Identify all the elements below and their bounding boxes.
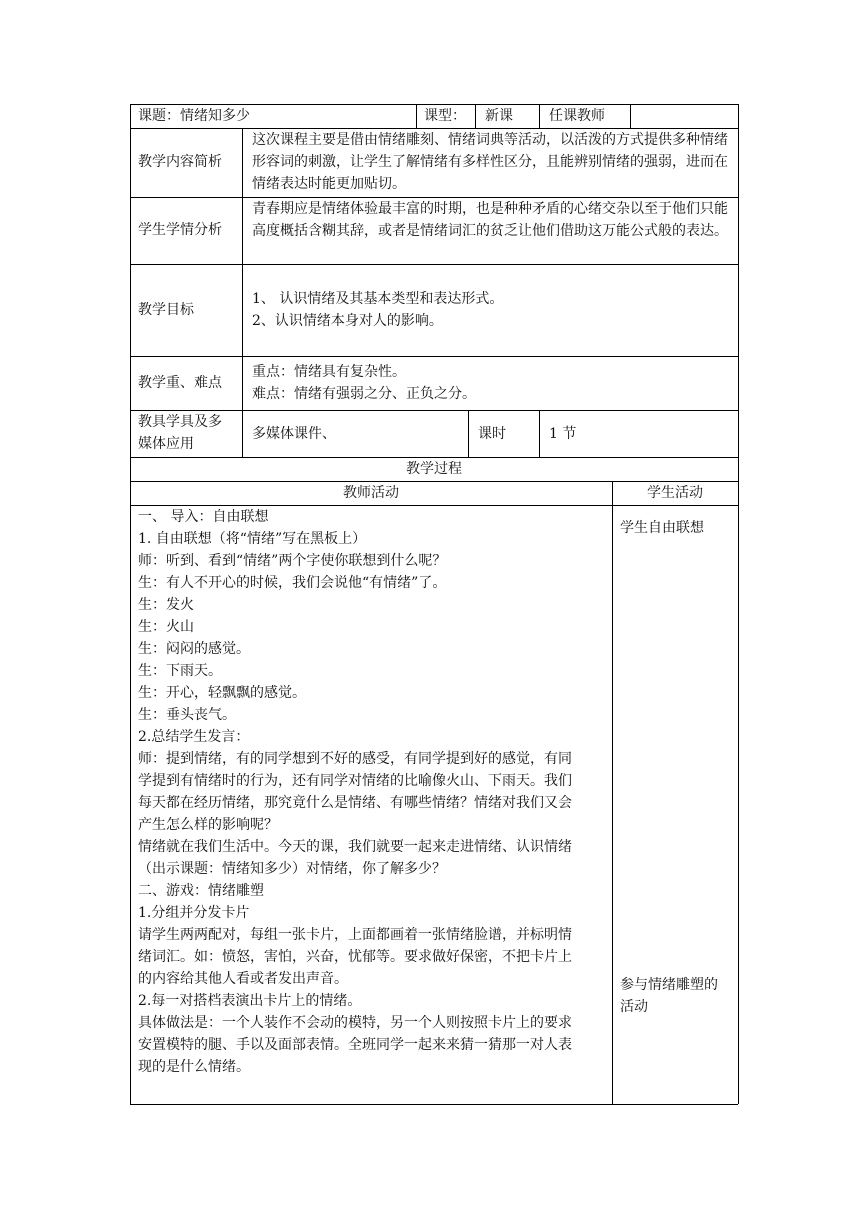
teacher-activity-line: 2.总结学生发言： <box>138 729 250 745</box>
teacher-activity-line: 师：听到、看到“情绪”两个字使你联想到什么呢？ <box>138 553 447 569</box>
table-line <box>130 264 738 265</box>
process-title: 教学过程 <box>406 461 462 477</box>
teacher-activity-line: 生：发火 <box>138 597 194 613</box>
teacher-activity-line: （出示课题：情绪知多少）对情绪，你了解多少？ <box>138 861 446 877</box>
hours-label: 课时 <box>478 426 506 442</box>
teacher-activity-line: 1. 自由联想（将“情绪”写在黑板上） <box>138 531 367 547</box>
teacher-activity-line: 1.分组并分发卡片 <box>138 905 250 921</box>
goal-item: 2、认识情绪本身对人的影响。 <box>252 313 443 329</box>
table-line <box>468 410 469 457</box>
teacher-activity-line: 生：有人不开心的时候，我们会说他“有情绪”了。 <box>138 575 447 591</box>
teacher-activity-line: 每天都在经历情绪，那究竟什么是情绪、有哪些情绪？情绪对我们又会 <box>138 795 572 811</box>
teacher-activity-line: 请学生两两配对，每组一张卡片，上面都画着一张情绪脸谱，并标明情 <box>138 927 572 943</box>
tools-value: 多媒体课件、 <box>252 426 336 442</box>
student-note-free-association: 学生自由联想 <box>620 520 704 536</box>
teacher-activity-line: 生：下雨天。 <box>138 663 222 679</box>
student-analysis-text: 青春期应是情绪体验最丰富的时期，也是种种矛盾的心绪交杂以至于他们只能高度概括含糊其辞，或者是情绪词汇的贫乏让他们借助这万能公式般的表达。 <box>252 201 728 239</box>
lesson-type-value: 新课 <box>485 108 513 124</box>
teacher-activity-line: 2.每一对搭档表演出卡片上的情绪。 <box>138 993 362 1009</box>
teacher-label: 任课教师 <box>549 108 605 124</box>
table-line <box>475 104 476 128</box>
teacher-activity-line: 具体做法是：一个人装作不会动的模特，另一个人则按照卡片上的要求 <box>138 1015 572 1031</box>
student-activity-header: 学生活动 <box>647 485 703 501</box>
key-points-list <box>252 361 476 405</box>
teaching-goals-label: 教学目标 <box>138 302 194 318</box>
goal-item: 1、 认识情绪及其基本类型和表达形式。 <box>252 291 504 307</box>
difficult-point-item: 难点：情绪有强弱之分、正负之分。 <box>252 386 476 402</box>
table-line <box>630 104 631 128</box>
teacher-activity-line: 生：火山 <box>138 619 194 635</box>
teacher-activity-text <box>138 506 572 1078</box>
student-note-sculpture: 参与情绪雕塑的 活动 <box>620 977 718 1015</box>
table-line <box>738 104 739 1104</box>
lesson-title: 课题：情绪知多少 <box>138 108 250 124</box>
table-line <box>416 104 417 128</box>
table-line <box>539 410 540 457</box>
teacher-activity-line: 情绪就在我们生活中。今天的课，我们就要一起来走进情绪、认识情绪 <box>138 839 572 855</box>
student-analysis-label: 学生学情分析 <box>138 222 222 238</box>
key-points-label: 教学重、难点 <box>138 375 222 391</box>
table-line <box>130 104 131 1104</box>
teacher-activity-line: 二、游戏：情绪雕塑 <box>138 883 264 899</box>
lesson-type-label: 课型： <box>424 108 466 124</box>
teacher-activity-line: 师：提到情绪，有的同学想到不好的感受，有同学提到好的感觉，有同 <box>138 751 572 767</box>
teacher-activity-line: 绪词汇。如：愤怒，害怕，兴奋，忧郁等。要求做好保密，不把卡片上 <box>138 949 572 965</box>
table-line <box>130 356 738 357</box>
teacher-activity-line: 生：开心，轻飘飘的感觉。 <box>138 685 306 701</box>
teacher-activity-line: 的内容给其他人看或者发出声音。 <box>138 971 348 987</box>
teacher-activity-line: 学提到有情绪时的行为，还有同学对情绪的比喻像火山、下雨天。我们 <box>138 773 572 789</box>
tools-label: 教具学具及多 媒体应用 <box>138 414 222 452</box>
table-line <box>612 481 613 1104</box>
teacher-activity-line: 产生怎么样的影响呢？ <box>138 817 278 833</box>
table-line <box>130 1104 738 1105</box>
teacher-activity-line: 一、 导入：自由联想 <box>138 509 269 525</box>
teacher-activity-line: 生：闷闷的感觉。 <box>138 641 250 657</box>
teacher-activity-line: 生：垂头丧气。 <box>138 707 236 723</box>
content-analysis-text: 这次课程主要是借由情绪雕刻、情绪词典等活动，以活泼的方式提供多种情绪形容词的刺激，让学生了解情绪有多样性区分，且能辨别情绪的强弱，进而在情绪表达时能更加贴切。 <box>252 132 728 192</box>
teacher-activity-line: 现的是什么情绪。 <box>138 1059 250 1075</box>
teaching-goals-list <box>252 288 503 332</box>
teacher-activity-line: 安置模特的腿、手以及面部表情。全班同学一起来来猜一猜那一对人表 <box>138 1037 572 1053</box>
hours-value: 1 节 <box>549 426 577 442</box>
content-analysis-label: 教学内容简析 <box>138 154 222 170</box>
key-point-item: 重点：情绪具有复杂性。 <box>252 364 406 380</box>
teacher-activity-header: 教师活动 <box>343 485 399 501</box>
table-line <box>539 104 540 128</box>
table-line <box>242 128 243 457</box>
